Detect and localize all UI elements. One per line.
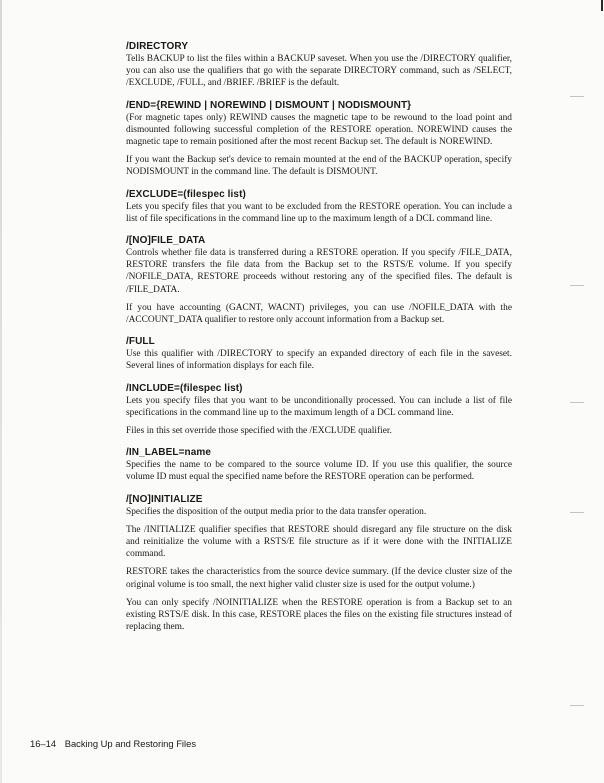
qualifier-end (126, 99, 512, 179)
qualifier-description: Controls whether file data is transferred during a RESTORE operation. If you specify /FILE_DATA, RESTORE transfers the file data from the Backup set to the RSTS/E volume. If you specify /NOFILE_DATA, RESTORE proceeds without restoring any of the specified files. The default is /FILE_DATA. (126, 248, 512, 295)
qualifier-description: Lets you specify files that you want to be unconditionally processed. You can include a list of file specifications in the command line up to the maximum length of a DCL command line. (126, 395, 512, 418)
qualifier-description: Tells BACKUP to list the files within a BACKUP saveset. When you use the /DIRECTORY qualifier, you can also use the qualifiers that go with the separate DIRECTORY command, such as /SELECT, /EXCLUDE, /FULL, and /BRIEF. /BRIEF is the default. (126, 54, 512, 89)
qualifier-include (126, 382, 512, 438)
margin-tick (570, 402, 584, 403)
qualifier-heading: /[NO]FILE_DATA (126, 235, 206, 247)
document-body (126, 40, 512, 643)
qualifier-description: Use this qualifier with /DIRECTORY to specify an expanded directory of each file in the saveset. Several lines of information displays for each file. (126, 349, 512, 372)
qualifier-heading: /DIRECTORY (126, 41, 189, 52)
qualifier-heading: /END={REWIND | NOREWIND | DISMOUNT | NODISMOUNT} (126, 99, 412, 111)
qualifier-full (126, 335, 512, 372)
qualifier-initialize (126, 493, 512, 634)
qualifier-heading: /EXCLUDE=(filespec list) (126, 188, 246, 200)
qualifier-description: The /INITIALIZE qualifier specifies that RESTORE should disregard any file structure on the disk and reinitialize the volume with a RSTS/E file structure as if it were done with the INITIALIZE command. (126, 524, 512, 560)
qualifier-heading: /[NO]INITIALIZE (126, 493, 203, 505)
qualifier-description: If you have accounting (GACNT, WACNT) privileges, you can use /NOFILE_DATA with the /ACCOUNT_DATA qualifier to restore only account information from a Backup set. (126, 302, 512, 326)
qualifier-heading: /FULL (126, 336, 155, 348)
page-footer (30, 738, 196, 749)
qualifier-description: RESTORE takes the characteristics from the source device summary. (If the device cluster size of the original volume is too small, the next higher valid cluster size is used for the output volume.) (126, 567, 512, 590)
margin-tick (570, 96, 584, 97)
qualifier-directory (126, 40, 512, 90)
margin-tick (570, 705, 584, 706)
qualifier-description: Files in this set override those specified with the /EXCLUDE qualifier. (126, 426, 392, 437)
qualifier-description: You can only specify /NOINITIALIZE when the RESTORE operation is from a Backup set to an existing RSTS/E disk. In this case, RESTORE places the files on the existing file structures instead of replacing them. (126, 597, 512, 633)
qualifier-description: Specifies the disposition of the output media prior to the data transfer operation. (126, 506, 427, 517)
corner-scan-mark (601, 0, 603, 11)
qualifier-file-data (126, 234, 512, 326)
margin-tick (570, 512, 584, 513)
qualifier-description: If you want the Backup set's device to remain mounted at the end of the BACKUP operation, specify NODISMOUNT in the command line. The default is DISMOUNT. (126, 155, 512, 178)
qualifier-description: Lets you specify files that you want to be excluded from the RESTORE operation. You can include a list of file specifications in the command line up to the maximum length of a DCL command line. (126, 201, 512, 224)
margin-tick (570, 285, 584, 286)
qualifier-exclude (126, 188, 512, 225)
qualifier-description: Specifies the name to be compared to the source volume ID. If you use this qualifier, the source volume ID must equal the specified name before the RESTORE operation can be performed. (126, 460, 512, 483)
qualifier-heading: /INCLUDE=(filespec list) (126, 382, 243, 394)
chapter-title: Backing Up and Restoring Files (64, 738, 197, 749)
qualifier-in-label (126, 446, 512, 483)
page-number: 16–14 (30, 738, 57, 749)
qualifier-heading: /IN_LABEL=name (126, 447, 212, 459)
page-binding-edge (0, 0, 2, 783)
qualifier-description: (For magnetic tapes only) REWIND causes the magnetic tape to be rewound to the load point and dismounted following successful completion of the RESTORE operation. NOREWIND causes the magnetic tape to remain positioned after the most recent Backup set. The default is NOREWIND. (126, 112, 512, 148)
